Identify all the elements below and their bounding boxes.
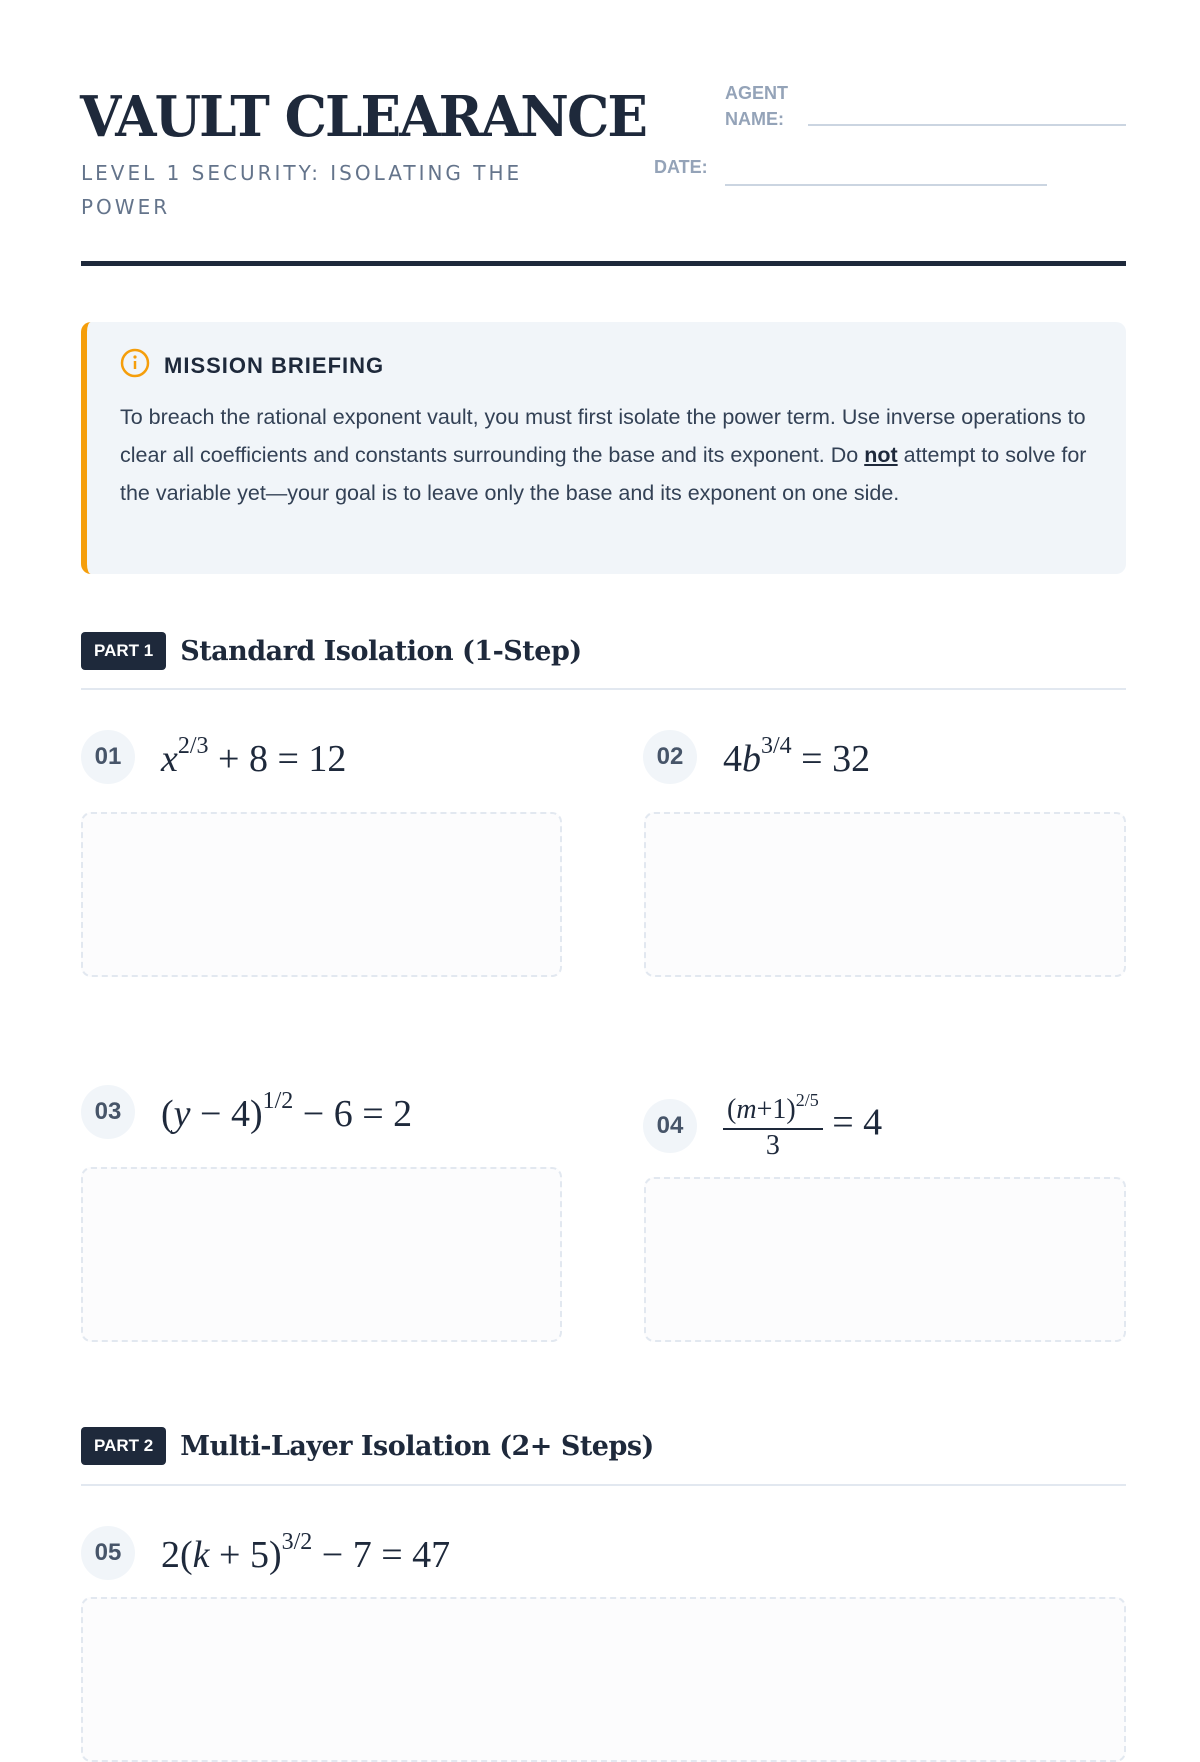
briefing-text: To breach the rational exponent vault, you must first isolate the power term. Use inverse operations to clear all coefficients and constants surrounding the base and its exponent. Do not attempt to solve for the variable yet—your goal is to leave only the base and its exponent on one side. <box>120 405 1087 505</box>
part-badge: PART 1 <box>81 632 166 670</box>
answer-box-05[interactable] <box>81 1597 1126 1762</box>
part-title: Multi-Layer Isolation (2+ Steps) <box>180 1430 654 1462</box>
divider <box>81 688 1126 690</box>
info-circle-icon <box>120 348 150 384</box>
problem-05 <box>81 1526 450 1580</box>
header-divider <box>81 261 1126 266</box>
answer-box-01[interactable] <box>81 812 562 977</box>
equation: $2(k + 5)^{3/2} - 7 = 47$ <box>161 1529 451 1576</box>
agent-name-label <box>725 80 788 132</box>
equation: $(y - 4)^{1/2} - 6 = 2$ <box>161 1088 413 1135</box>
date-field[interactable] <box>725 184 1047 186</box>
problem-number: 04 <box>643 1099 697 1153</box>
problem-01 <box>81 730 346 784</box>
problem-02 <box>643 730 870 784</box>
date-label: DATE: <box>654 157 708 177</box>
problem-number: 05 <box>81 1526 135 1580</box>
answer-box-03[interactable] <box>81 1167 562 1342</box>
page-subtitle: LEVEL 1 SECURITY: ISOLATING THE POWER <box>81 161 523 219</box>
part-2-header <box>81 1427 1126 1465</box>
agent-name-field[interactable] <box>808 124 1126 126</box>
problem-number: 01 <box>81 730 135 784</box>
equation: $\frac{(m+1)^{2/5}}{3}$ = 4 <box>723 1090 882 1162</box>
agent-label-line1: AGENT <box>725 83 788 103</box>
problem-04 <box>643 1090 882 1162</box>
page-title: VAULT CLEARANCE <box>80 84 647 150</box>
problem-number: 03 <box>81 1085 135 1139</box>
equation: $x^{2/3} + 8 = 12$ <box>161 733 347 780</box>
part-badge: PART 2 <box>81 1427 166 1465</box>
problem-03 <box>81 1085 412 1139</box>
part-1-header <box>81 632 1126 670</box>
equation: $4b^{3/4} = 32$ <box>723 733 871 780</box>
mission-briefing <box>81 322 1126 574</box>
divider <box>81 1484 1126 1486</box>
briefing-heading: MISSION BRIEFING <box>164 353 385 378</box>
answer-box-04[interactable] <box>644 1177 1126 1342</box>
part-title: Standard Isolation (1-Step) <box>180 635 582 667</box>
agent-label-line2: NAME: <box>725 109 784 129</box>
answer-box-02[interactable] <box>644 812 1126 977</box>
problem-number: 02 <box>643 730 697 784</box>
